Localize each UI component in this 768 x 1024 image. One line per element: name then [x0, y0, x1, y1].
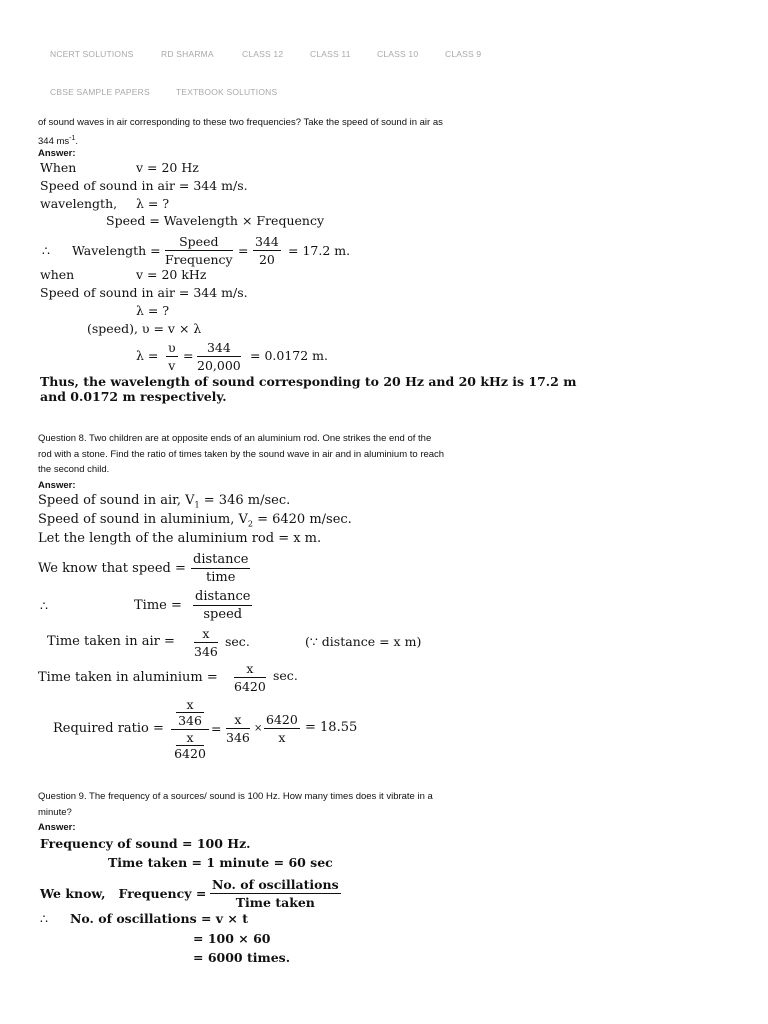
- q7-eq-sign-2: =: [183, 348, 194, 363]
- q7-wavelength-word: Wavelength =: [72, 243, 161, 258]
- q7-when-label: When: [40, 160, 77, 175]
- nav-cbse-sample-papers[interactable]: CBSE SAMPLE PAPERS: [50, 87, 150, 97]
- q7-when-label-2: when: [40, 267, 75, 282]
- q8-fraction-distance-speed: distance speed: [195, 589, 251, 622]
- q8-compound-fraction: [171, 697, 209, 761]
- q7-result-1: = 17.2 m.: [288, 243, 351, 258]
- q8-ratio-top-den: 346: [178, 713, 202, 728]
- q8-ratio-fraction-1: $\frac{x}{346}$: [226, 712, 250, 745]
- q8-ratio-eq-sign: =: [211, 721, 222, 736]
- q7-eq-sign-1: =: [238, 243, 249, 258]
- q8-therefore: ∴: [40, 598, 48, 613]
- q8-fraction-x-346: $\frac{x}{346}$: [194, 626, 218, 659]
- q8-time-in-air: Time taken in air =: [47, 634, 175, 649]
- q8-air-time-unit: sec.: [225, 634, 250, 649]
- q9-therefore: ∴: [40, 911, 48, 926]
- q8-question-text: [38, 431, 488, 478]
- q7-v-eq-2: v = 20 kHz: [136, 267, 207, 282]
- q8-ratio-fraction-2: $\frac{6420}{x}$: [266, 712, 298, 745]
- nav-class-9[interactable]: CLASS 9: [445, 49, 482, 59]
- q8-question-line2: rod with a stone. Find the ratio of times taken by the sound wave in air and in aluminium to reach: [38, 448, 445, 460]
- q7-text-line1: of sound waves in air corresponding to these two frequencies? Take the speed of sound in air as: [38, 117, 443, 128]
- q9-fraction-oscillations-time: No. of oscillations Time taken: [212, 877, 339, 910]
- q8-fraction-x-6420: $\frac{x}{6420}$: [234, 661, 266, 694]
- q8-speed-air: Speed of sound in air, $V_1 = 346$ m/sec.: [38, 493, 291, 510]
- q8-time-in-aluminium: Time taken in aluminium =: [38, 670, 218, 685]
- q7-fraction-u-v: $\frac{\upsilon}{v}$: [168, 340, 176, 373]
- q9-question-line1: Question 9. The frequency of a sources/ sound is 100 Hz. How many times does it vibrate in a: [38, 791, 433, 802]
- q7-lambda-eq-1: λ = ?: [136, 196, 170, 211]
- q7-answer-label: Answer:: [38, 148, 76, 159]
- q7-therefore-1: ∴: [42, 243, 50, 258]
- q8-speed-definition: We know that speed =: [38, 561, 186, 576]
- q7-fraction-344-20000: $\frac{344}{20,000}$: [197, 340, 241, 373]
- q7-text-line2: 344 ms: [38, 135, 70, 147]
- nav-textbook-solutions[interactable]: TEXTBOOK SOLUTIONS: [176, 87, 278, 97]
- q7-fraction-speed-frequency: Speed Frequency: [165, 234, 233, 267]
- q7-wavelength-label: wavelength,: [40, 196, 118, 211]
- q9-step-3: = 6000 times.: [193, 950, 291, 965]
- q7-question-text: [38, 115, 488, 149]
- q7-result-2: = 0.0172 m.: [250, 348, 328, 363]
- q7-lambda-eq-3: λ =: [136, 348, 159, 363]
- nav-class-12[interactable]: CLASS 12: [242, 49, 284, 59]
- q9-oscillations-line: No. of oscillations = v × t: [70, 911, 249, 926]
- q8-time-definition: Time =: [134, 598, 182, 613]
- q9-answer-label: Answer:: [38, 822, 76, 833]
- q8-ratio-top-num: x: [176, 697, 204, 713]
- q7-formula: Speed = Wavelength × Frequency: [106, 213, 325, 228]
- q8-question-line3: the second child.: [38, 464, 110, 475]
- nav-class-11[interactable]: CLASS 11: [310, 49, 351, 59]
- q7-text-sup: -1: [69, 134, 76, 142]
- q7-text-end: .: [75, 135, 79, 147]
- q8-ratio-times: ×: [254, 723, 263, 734]
- q9-know-line: We know, Frequency =: [40, 886, 207, 901]
- q8-required-ratio: Required ratio =: [53, 721, 164, 736]
- q7-speed-line-2: Speed of sound in air = 344 m/s.: [40, 285, 248, 300]
- q9-step-2: = 100 × 60: [193, 931, 271, 946]
- top-navigation: [0, 0, 768, 110]
- q7-fraction-344-20: $\frac{344}{20}$: [255, 234, 279, 267]
- q8-question-line1: Question 8. Two children are at opposite ends of an aluminium rod. One strikes the end of the: [38, 433, 432, 444]
- q8-speed-aluminium: Speed of sound in aluminium, $V_2 = 6420$ m/sec.: [38, 512, 352, 529]
- q8-ratio-result: = 18.55: [305, 720, 358, 735]
- q8-fraction-distance-time: distance time: [193, 552, 249, 585]
- q9-question-line2: minute?: [38, 806, 72, 818]
- q9-time-line: Time taken = 1 minute = 60 sec: [108, 855, 333, 870]
- q9-question-text: [38, 789, 488, 820]
- q7-speed-formula: (speed), υ = v × λ: [87, 321, 202, 336]
- q8-length-line: Let the length of the aluminium rod = x m.: [38, 531, 322, 546]
- q8-aluminium-time-unit: sec.: [273, 668, 298, 683]
- nav-rd-sharma[interactable]: RD SHARMA: [161, 49, 214, 59]
- q8-distance-note: (∵ distance = x m): [305, 634, 422, 649]
- q7-speed-line-1: Speed of sound in air = 344 m/s.: [40, 178, 248, 193]
- q7-lambda-eq-2: λ = ?: [136, 303, 170, 318]
- q8-ratio-bot-num: x: [176, 730, 204, 746]
- nav-ncert-solutions[interactable]: NCERT SOLUTIONS: [50, 49, 134, 59]
- q9-frequency-line: Frequency of sound = 100 Hz.: [40, 836, 251, 851]
- q7-conclusion-line2: and 0.0172 m respectively.: [40, 389, 227, 404]
- q8-ratio-bot-den: 6420: [174, 746, 206, 761]
- q7-v-eq-1: v = 20 Hz: [136, 160, 199, 175]
- nav-class-10[interactable]: CLASS 10: [377, 49, 419, 59]
- q8-answer-label: Answer:: [38, 480, 76, 491]
- q7-conclusion-line1: Thus, the wavelength of sound corresponding to 20 Hz and 20 kHz is 17.2 m: [40, 374, 577, 389]
